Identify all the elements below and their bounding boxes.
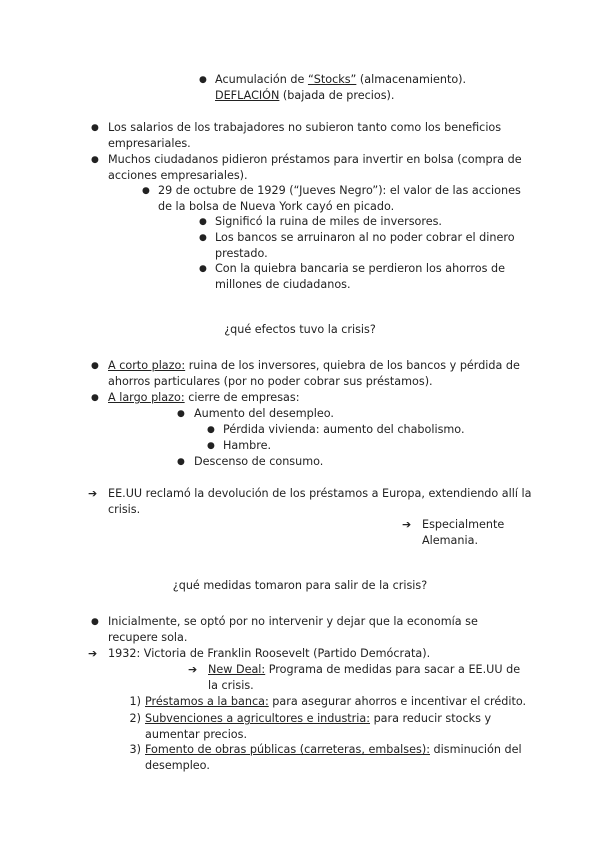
list-item-octubre: ● 29 de octubre de 1929 (“Jueves Negro”): el valor de las acciones de la bolsa de Nueva York cayó en picado. [142,184,521,213]
bullet-icon: ● [199,75,207,85]
list-item-largo-plazo: ● A largo plazo: cierre de empresas: [91,391,300,404]
bullet-icon: ● [91,393,99,403]
list-item-ruina: ● Significó la ruina de miles de inversores. [199,215,442,228]
list-item-bancos: ● Los bancos se arruinaron al no poder cobrar el dinero prestado. [199,231,515,260]
corto-plazo-label: A corto plazo: [108,359,186,372]
bullet-icon: ● [207,425,215,435]
list-item-vivienda: ● Pérdida vivienda: aumento del chabolismo. [207,423,465,436]
numbered-item: 3) Fomento de obras públicas (carreteras, embalses): disminución del desempleo. [129,743,522,772]
arrow-right-icon: ➔ [402,518,412,531]
stocks-term: “Stocks” [307,73,357,86]
largo-plazo-label: A largo plazo: [108,391,185,404]
numbered-item: 1) Préstamos a la banca: para asegurar ahorros e incentivar el crédito. [129,695,527,708]
list-item-desempleo: ● Aumento del desempleo. [177,407,334,420]
list-item-eeuu: ➔ EE.UU reclamó la devolución de los préstamos a Europa, extendiendo allí la crisis. [88,487,532,516]
list-item-alemania: ➔ Especialmente Alemania. [402,518,505,547]
numbered-item: 2) Subvenciones a agricultores e industria: para reducir stocks y aumentar precios. [129,712,492,741]
list-item-victoria: ➔ 1932: Victoria de Franklin Roosevelt (Partido Demócrata). [88,647,431,660]
bullet-icon: ● [199,217,207,227]
list-item-prestamos: ● Muchos ciudadanos pidieron préstamos para invertir en bolsa (compra de acciones empresariales). [91,153,522,182]
section-heading-medidas: ¿qué medidas tomaron para salir de la crisis? [172,579,428,592]
circle-bullet-icon: ● [142,186,150,196]
new-deal-label: New Deal: [208,663,266,676]
bullet-icon: ● [199,264,207,274]
list-item-salarios: ● Los salarios de los trabajadores no subieron tanto como los beneficios empresariales. [91,121,502,150]
bullet-icon: ● [91,361,99,371]
bullet-icon: ● [91,155,99,165]
bullet-icon: ● [199,233,207,243]
list-item-new-deal: ➔ New Deal: Programa de medidas para sacar a EE.UU de la crisis. [188,663,521,692]
circle-bullet-icon: ● [177,409,185,419]
bullet-icon: ● [91,617,99,627]
list-item-corto-plazo: ● A corto plazo: ruina de los inversores, quiebra de los bancos y pérdida de ahorros particulares (por no poder cobrar sus préstamos). [91,359,520,388]
bullet-icon: ● [207,441,215,451]
arrow-right-icon: ➔ [88,487,98,500]
section-heading-efectos: ¿qué efectos tuvo la crisis? [224,323,376,336]
list-item-stocks: ● Acumulación de “Stocks” (almacenamiento). DEFLACIÓN (bajada de precios). [199,73,467,102]
bullet-icon: ● [91,123,99,133]
list-item-consumo: ● Descenso de consumo. [177,455,324,468]
circle-bullet-icon: ● [177,457,185,467]
list-item-quiebra: ● Con la quiebra bancaria se perdieron los ahorros de millones de ciudadanos. [199,262,505,291]
arrow-right-icon: ➔ [188,663,198,676]
deflacion-term: DEFLACIÓN [215,89,280,102]
arrow-right-icon: ➔ [88,647,98,660]
list-item-inicial: ● Inicialmente, se optó por no intervenir y dejar que la economía se recupere sola. [91,615,478,644]
list-item-hambre: ● Hambre. [207,439,272,452]
